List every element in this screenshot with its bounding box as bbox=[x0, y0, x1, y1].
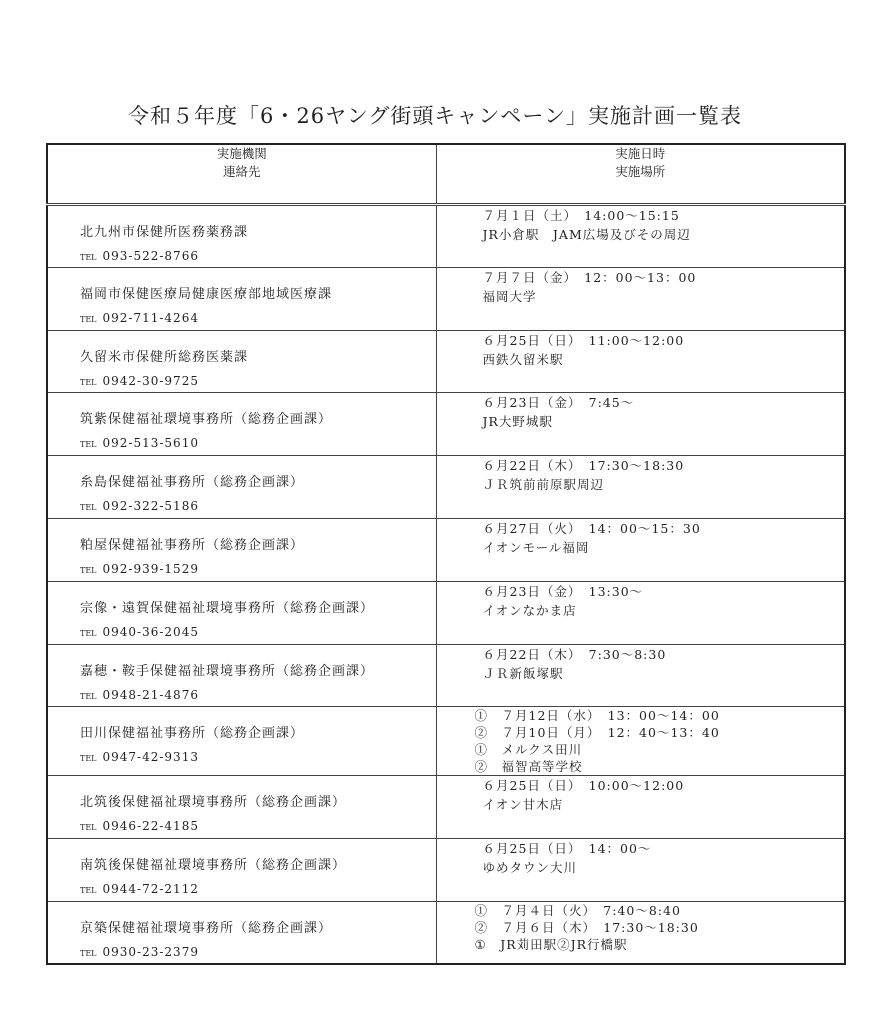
tel-number: 092-513-5610 bbox=[102, 436, 199, 451]
header-contact-label: 連絡先 bbox=[222, 164, 261, 179]
table-row bbox=[47, 456, 845, 519]
telephone-number bbox=[80, 311, 199, 325]
telephone-number bbox=[80, 249, 199, 263]
schedule-detail: ゆめタウン大川 bbox=[482, 860, 578, 876]
schedule-detail: 西鉄久留米駅 bbox=[482, 351, 564, 367]
tel-mark: TEL bbox=[80, 377, 97, 387]
telephone-number bbox=[80, 882, 199, 896]
telephone-number bbox=[80, 436, 199, 450]
schedule-cell bbox=[436, 393, 845, 456]
organization-cell bbox=[47, 776, 436, 839]
schedule-cell bbox=[436, 707, 845, 776]
schedule-datetime: ６月25日（日） 11:00～12:00 bbox=[482, 332, 685, 348]
tel-mark: TEL bbox=[80, 503, 97, 513]
schedule-detail: ① メルクス田川 bbox=[474, 742, 583, 758]
tel-number: 0948-21-4876 bbox=[102, 687, 199, 702]
page-title: 令和５年度「6・26ヤング街頭キャンペーン」実施計画一覧表 bbox=[127, 104, 743, 128]
telephone-number bbox=[80, 819, 199, 833]
schedule-datetime: ６月23日（金） 13:30～ bbox=[482, 583, 644, 599]
schedule-detail: JR小倉駅 JAM広場及びその周辺 bbox=[482, 227, 691, 242]
schedule-detail: ② 福智高等学校 bbox=[474, 759, 583, 775]
telephone-number bbox=[80, 499, 199, 513]
tel-number: 092-322-5186 bbox=[102, 499, 199, 514]
schedule-datetime: ① ７月４日（火） 7:40～8:40 bbox=[474, 902, 681, 918]
telephone-number bbox=[80, 945, 199, 959]
schedule-cell bbox=[436, 644, 845, 707]
schedule-datetime: ７月７日（金） 12：00～13：00 bbox=[482, 269, 697, 285]
header-place-label: 実施場所 bbox=[615, 164, 666, 179]
table-row bbox=[47, 839, 845, 902]
table-row bbox=[47, 330, 845, 393]
tel-mark: TEL bbox=[80, 691, 97, 701]
organization-name: 福岡市保健医療局健康医療部地域医療課 bbox=[80, 286, 333, 302]
schedule-detail: ＪＲ新飯塚駅 bbox=[482, 665, 564, 681]
organization-cell bbox=[47, 644, 436, 707]
organization-name: 北筑後保健福祉環境事務所（総務企画課） bbox=[80, 795, 347, 811]
organization-name: 田川保健福祉事務所（総務企画課） bbox=[80, 726, 305, 742]
tel-mark: TEL bbox=[80, 314, 97, 324]
schedule-detail: イオンなかま店 bbox=[482, 602, 577, 618]
table-row bbox=[47, 518, 845, 581]
schedule-datetime: ６月25日（日） 10:00～12:00 bbox=[482, 778, 685, 794]
tel-number: 0947-42-9313 bbox=[102, 750, 199, 765]
organization-cell bbox=[47, 839, 436, 902]
organization-cell bbox=[47, 393, 436, 456]
schedule-detail: JR大野城駅 bbox=[482, 414, 553, 430]
organization-name: 粕屋保健福祉事務所（総務企画課） bbox=[80, 537, 305, 553]
table-row bbox=[47, 901, 845, 964]
organization-cell bbox=[47, 901, 436, 964]
organization-cell bbox=[47, 707, 436, 776]
schedule-cell bbox=[436, 839, 845, 902]
tel-number: 0944-72-2112 bbox=[102, 882, 199, 897]
schedule-detail: イオン甘木店 bbox=[482, 797, 564, 813]
tel-number: 093-522-8766 bbox=[102, 249, 199, 263]
schedule-cell bbox=[436, 901, 845, 964]
organization-name: 宗像・遠賀保健福祉環境事務所（総務企画課） bbox=[80, 600, 375, 616]
organization-cell bbox=[47, 581, 436, 644]
organization-name: 北九州市保健所医務薬務課 bbox=[80, 225, 249, 240]
tel-mark: TEL bbox=[80, 754, 97, 764]
campaign-plan-table bbox=[46, 143, 846, 965]
organization-name: 京築保健福祉環境事務所（総務企画課） bbox=[80, 920, 333, 936]
tel-number: 092-939-1529 bbox=[102, 561, 199, 576]
schedule-cell bbox=[436, 267, 845, 330]
schedule-cell bbox=[436, 581, 845, 644]
tel-mark: TEL bbox=[80, 440, 97, 450]
schedule-datetime: ６月22日（木） 17:30～18:30 bbox=[482, 458, 685, 474]
tel-number: 0946-22-4185 bbox=[102, 819, 199, 834]
table-row bbox=[47, 581, 845, 644]
telephone-number bbox=[80, 688, 199, 702]
schedule-cell bbox=[436, 456, 845, 519]
schedule-cell bbox=[436, 518, 845, 581]
schedule-datetime: ６月27日（火） 14：00～15：30 bbox=[482, 520, 701, 536]
organization-name: 久留米市保健所総務医薬課 bbox=[80, 349, 249, 365]
schedule-cell bbox=[436, 330, 845, 393]
tel-number: 0940-36-2045 bbox=[102, 624, 199, 639]
tel-mark: TEL bbox=[80, 823, 97, 833]
table-header-row bbox=[47, 144, 845, 205]
organization-cell bbox=[47, 518, 436, 581]
tel-number: 092-711-4264 bbox=[102, 310, 199, 325]
telephone-number bbox=[80, 625, 199, 639]
table-row bbox=[47, 267, 845, 330]
tel-mark: TEL bbox=[80, 253, 97, 262]
schedule-detail: 福岡大学 bbox=[482, 288, 537, 304]
organization-cell bbox=[47, 456, 436, 519]
table-row bbox=[47, 707, 845, 776]
table-body bbox=[47, 205, 845, 965]
tel-mark: TEL bbox=[80, 948, 97, 958]
schedule-detail: ＪＲ筑前前原駅周辺 bbox=[482, 477, 605, 493]
organization-name: 筑紫保健福祉環境事務所（総務企画課） bbox=[80, 412, 333, 428]
organization-cell bbox=[47, 330, 436, 393]
schedule-detail: ② ７月６日（木） 17:30～18:30 bbox=[474, 919, 699, 935]
telephone-number bbox=[80, 750, 199, 764]
tel-mark: TEL bbox=[80, 628, 97, 638]
tel-mark: TEL bbox=[80, 565, 97, 575]
organization-name: 嘉穂・鞍手保健福祉環境事務所（総務企画課） bbox=[80, 663, 375, 679]
table-row bbox=[47, 644, 845, 707]
telephone-number bbox=[80, 374, 199, 388]
header-organization bbox=[47, 144, 436, 205]
organization-cell bbox=[47, 267, 436, 330]
tel-number: 0930-23-2379 bbox=[102, 944, 199, 959]
header-org-label: 実施機関 bbox=[216, 146, 267, 161]
schedule-datetime: ７月１日（土） 14:00～15:15 bbox=[482, 208, 680, 223]
header-schedule bbox=[436, 144, 845, 205]
organization-name: 南筑後保健福祉環境事務所（総務企画課） bbox=[80, 858, 347, 874]
header-datetime-label: 実施日時 bbox=[615, 146, 666, 161]
tel-mark: TEL bbox=[80, 886, 97, 896]
table-row bbox=[47, 776, 845, 839]
table-row bbox=[47, 205, 845, 268]
schedule-cell bbox=[436, 205, 845, 268]
schedule-detail: ② ７月10日（月） 12：40～13：40 bbox=[474, 725, 720, 741]
schedule-detail: イオンモール福岡 bbox=[482, 539, 590, 555]
schedule-datetime: ① ７月12日（水） 13：00～14：00 bbox=[474, 708, 720, 724]
organization-cell bbox=[47, 205, 436, 268]
schedule-cell bbox=[436, 776, 845, 839]
schedule-datetime: ６月23日（金） 7:45～ bbox=[482, 395, 635, 411]
schedule-detail: ① JR苅田駅②JR行橋駅 bbox=[474, 936, 628, 952]
telephone-number bbox=[80, 562, 199, 576]
schedule-datetime: ６月25日（日） 14：00～ bbox=[482, 841, 652, 857]
schedule-datetime: ６月22日（木） 7:30～8:30 bbox=[482, 646, 667, 662]
tel-number: 0942-30-9725 bbox=[102, 373, 199, 388]
table-row bbox=[47, 393, 845, 456]
organization-name: 糸島保健福祉事務所（総務企画課） bbox=[80, 475, 305, 491]
